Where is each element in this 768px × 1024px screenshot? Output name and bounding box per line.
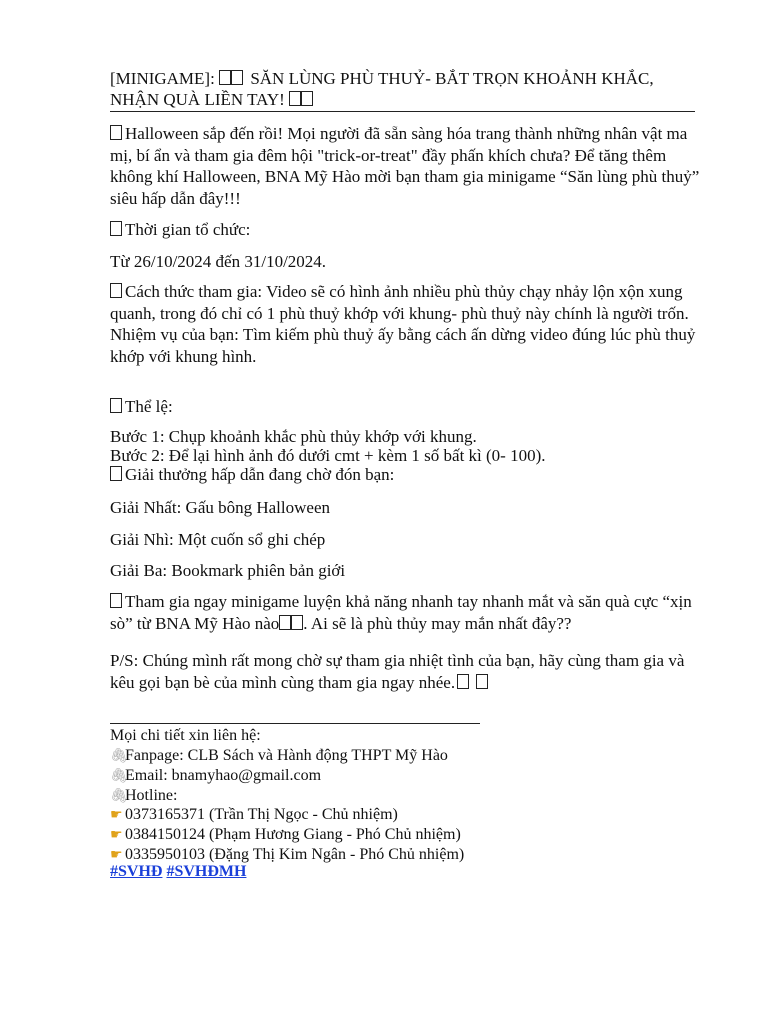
missing-glyph-icon [110, 593, 122, 608]
contact-fanpage [110, 746, 700, 767]
prizes-label: Giải thưởng hấp dẫn đang chờ đón bạn: [125, 465, 395, 484]
pointing-hand-icon: ☛ [110, 848, 123, 863]
step-2: Bước 2: Để lại hình ảnh đó dưới cmt + kèm 1 số bất kì (0- 100). [110, 446, 546, 465]
contact-heading: Mọi chi tiết xin liên hệ: [110, 727, 261, 744]
title-prefix: [MINIGAME]: [110, 69, 220, 88]
contact-email [110, 766, 700, 787]
missing-glyph-icon [301, 91, 313, 106]
how-to-join [110, 281, 700, 367]
missing-glyph-icon [476, 674, 488, 689]
cta-text-end: . Ai sẽ là phù thủy may mắn nhất đây?? [303, 613, 572, 633]
missing-glyph-icon [291, 615, 303, 630]
phone-3: 0335950103 (Đặng Thị Kim Ngân - Phó Chủ nhiệm) [125, 846, 465, 863]
rules-label [110, 396, 700, 418]
missing-glyph-icon [110, 398, 122, 413]
time-label [110, 219, 700, 241]
phone-1: 0373165371 (Trần Thị Ngọc - Chủ nhiệm) [125, 806, 398, 823]
ps-paragraph [110, 650, 700, 693]
time-value: Từ 26/10/2024 đến 31/10/2024. [110, 252, 327, 271]
missing-glyph-icon [110, 221, 122, 236]
pointing-hand-icon: ☛ [110, 808, 123, 823]
contact-hotline [110, 786, 700, 807]
missing-glyph-icon [110, 283, 122, 298]
prize-first: Giải Nhất: Gấu bông Halloween [110, 498, 330, 517]
cta-text: Tham gia ngay minigame luyện khả năng nhanh tay nhanh mắt và săn quà cực “xịn sò” từ BNA Mỹ Hào nào [110, 592, 692, 633]
paperclip-icon: 🖇 [110, 769, 128, 784]
step-1: Bước 1: Chụp khoảnh khắc phù thủy khớp với khung. [110, 427, 477, 446]
prize-third: Giải Ba: Bookmark phiên bản giới [110, 561, 346, 580]
missing-glyph-icon [219, 70, 231, 85]
intro-paragraph [110, 123, 700, 209]
intro-text: Halloween sắp đến rồi! Mọi người đã sẵn sàng hóa trang thành những nhân vật ma mị, bí ẩn và tham gia đêm hội "trick-or-treat" đầy phấn khích chưa? Để tăng thêm không khí Halloween, BNA Mỹ Hào mời bạn tham gia minigame “Săn lùng phù thuỷ” siêu hấp dẫn đây!!! [110, 124, 700, 208]
missing-glyph-icon [110, 125, 122, 140]
phone-line [110, 825, 700, 846]
missing-glyph-icon [110, 466, 122, 481]
title-second-line: NHẬN QUÀ LIỀN TAY! [110, 90, 290, 109]
hotline-text: Hotline: [125, 787, 178, 804]
call-to-action [110, 591, 700, 634]
phone-line [110, 805, 700, 826]
prize-second: Giải Nhì: Một cuốn sổ ghi chép [110, 530, 326, 549]
missing-glyph-icon [279, 615, 291, 630]
rules-steps [110, 427, 700, 484]
ps-text: P/S: Chúng mình rất mong chờ sự tham gia nhiệt tình của bạn, hãy cùng tham gia và kêu gọi bạn bè của mình cùng tham gia ngay nhée. [110, 651, 685, 692]
hashtag-svhdmh[interactable]: #SVHĐMH [166, 863, 247, 880]
fanpage-text: Fanpage: CLB Sách và Hành động THPT Mỹ Hào [125, 747, 448, 764]
missing-glyph-icon [457, 674, 469, 689]
email-text: Email: bnamyhao@gmail.com [125, 767, 322, 784]
hashtag-svhd[interactable]: #SVHĐ [110, 863, 163, 880]
time-label-text: Thời gian tổ chức: [125, 220, 251, 239]
pointing-hand-icon: ☛ [110, 828, 123, 843]
rules-label-text: Thể lệ: [125, 397, 173, 416]
paperclip-icon: 🖇 [110, 789, 128, 804]
mission-text: Nhiệm vụ của bạn: Tìm kiếm phù thuỷ ấy bằng cách ấn dừng video đúng lúc phù thuỷ khớp với khung hình. [110, 325, 696, 366]
post-title [110, 68, 695, 112]
missing-glyph-icon [231, 70, 243, 85]
title-main: SĂN LÙNG PHÙ THUỶ- BẮT TRỌN KHOẢNH KHẮC, [246, 69, 654, 88]
hashtags [110, 863, 246, 881]
how-to-join-text: Cách thức tham gia: Video sẽ có hình ảnh nhiều phù thủy chạy nhảy lộn xộn xung quanh, trong đó chỉ có 1 phù thuỷ khớp với khung- phù thuỷ này chính là người trốn. [110, 282, 689, 323]
divider [110, 723, 480, 724]
missing-glyph-icon [289, 91, 301, 106]
paperclip-icon: 🖇 [110, 749, 128, 764]
phone-2: 0384150124 (Phạm Hương Giang - Phó Chủ nhiệm) [125, 826, 461, 843]
